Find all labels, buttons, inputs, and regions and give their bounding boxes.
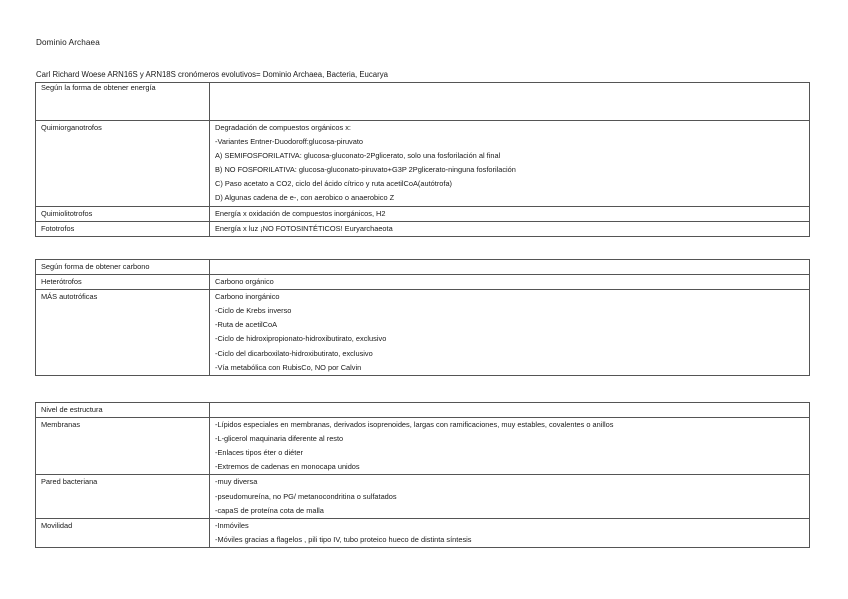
carbon-table — [35, 259, 810, 376]
table-row — [36, 206, 810, 221]
row-label: Heterótrofos — [41, 277, 82, 287]
row-line: Degradación de compuestos orgánicos x: — [215, 123, 351, 132]
row-label: Movilidad — [41, 520, 73, 530]
row-line: Carbono inorgánico — [215, 292, 280, 302]
table-row — [36, 290, 810, 376]
row-line: Carbono orgánico — [215, 277, 274, 287]
table-row — [36, 275, 810, 290]
row-line: C) Paso acetato a CO2, ciclo del ácido cítrico y ruta acetilCoA(autótrofa) — [215, 179, 453, 189]
row-line: -Móviles gracias a flagelos , pili tipo IV, tubo proteico hueco de distinta síntesis — [215, 534, 472, 544]
row-line: -Enlaces tipos éter o diéter — [215, 448, 303, 458]
table-header-row — [36, 260, 810, 275]
table-row — [36, 221, 810, 236]
row-line: -Ciclo de Krebs inverso — [215, 306, 292, 316]
row-line: B) NO FOSFORILATIVA: glucosa-gluconato-piruvato+G3P 2Pglicerato-ninguna fosforilación — [215, 165, 516, 175]
row-line: Energía x luz ¡NO FOTOSINTÉTICOS! Euryarchaeota — [215, 223, 393, 233]
row-label: Fototrofos — [41, 223, 75, 233]
energy-table — [35, 82, 810, 237]
document-subtitle: Carl Richard Woese ARN16S y ARN18S cronómeros evolutivos= Dominio Archaea, Bacteria, Eucarya — [36, 70, 388, 79]
row-line: -capaS de proteína cota de malla — [215, 505, 324, 515]
row-line: -L-glicerol maquinaria diferente al resto — [215, 434, 344, 444]
row-line: -muy diversa — [215, 477, 258, 487]
row-line: -Extremos de cadenas en monocapa unidos — [215, 462, 360, 472]
row-line: -Inmóviles — [215, 520, 249, 530]
table-row — [36, 518, 810, 547]
table-row — [36, 418, 810, 475]
row-line: -Vía metabólica con RubisCo, NO por Calvin — [215, 362, 362, 372]
row-label: Membranas — [41, 420, 81, 430]
row-label: MÁS autotróficas — [41, 292, 98, 302]
document-heading: Dominio Archaea — [36, 38, 100, 47]
row-line: -Ciclo de hidroxipropionato-hidroxibutirato, exclusivo — [215, 334, 387, 344]
table-header-row — [36, 403, 810, 418]
table-header-row — [36, 83, 810, 121]
structure-table — [35, 402, 810, 548]
row-label: Quimiorganotrofos — [41, 123, 102, 132]
row-line: -Variantes Entner-Duodoroff:glucosa-piruvato — [215, 137, 364, 147]
row-line: D) Algunas cadena de e-, con aerobico o anaerobico Z — [215, 193, 395, 203]
table-row — [36, 475, 810, 518]
table-row — [36, 121, 810, 207]
carbon-table-header: Según forma de obtener carbono — [41, 262, 150, 271]
row-line: -Ciclo del dicarboxilato-hidroxibutirato, exclusivo — [215, 348, 373, 358]
energy-table-header: Según la forma de obtener energía — [36, 83, 210, 121]
row-label: Quimiolitotrofos — [41, 208, 93, 218]
row-label: Pared bacteriana — [41, 477, 98, 487]
row-line: -pseudomureína, no PG/ metanocondritina o sulfatados — [215, 491, 397, 501]
row-line: -Ruta de acetilCoA — [215, 320, 278, 330]
structure-table-header: Nivel de estructura — [41, 405, 103, 414]
row-line: Energía x oxidación de compuestos inorgánicos, H2 — [215, 208, 386, 218]
row-line: -Lípidos especiales en membranas, derivados isoprenoides, largas con ramificaciones, muy estables, covalentes o anillos — [215, 420, 614, 430]
row-line: A) SEMIFOSFORILATIVA: glucosa-gluconato-2Pglicerato, solo una fosforilación al final — [215, 151, 501, 161]
